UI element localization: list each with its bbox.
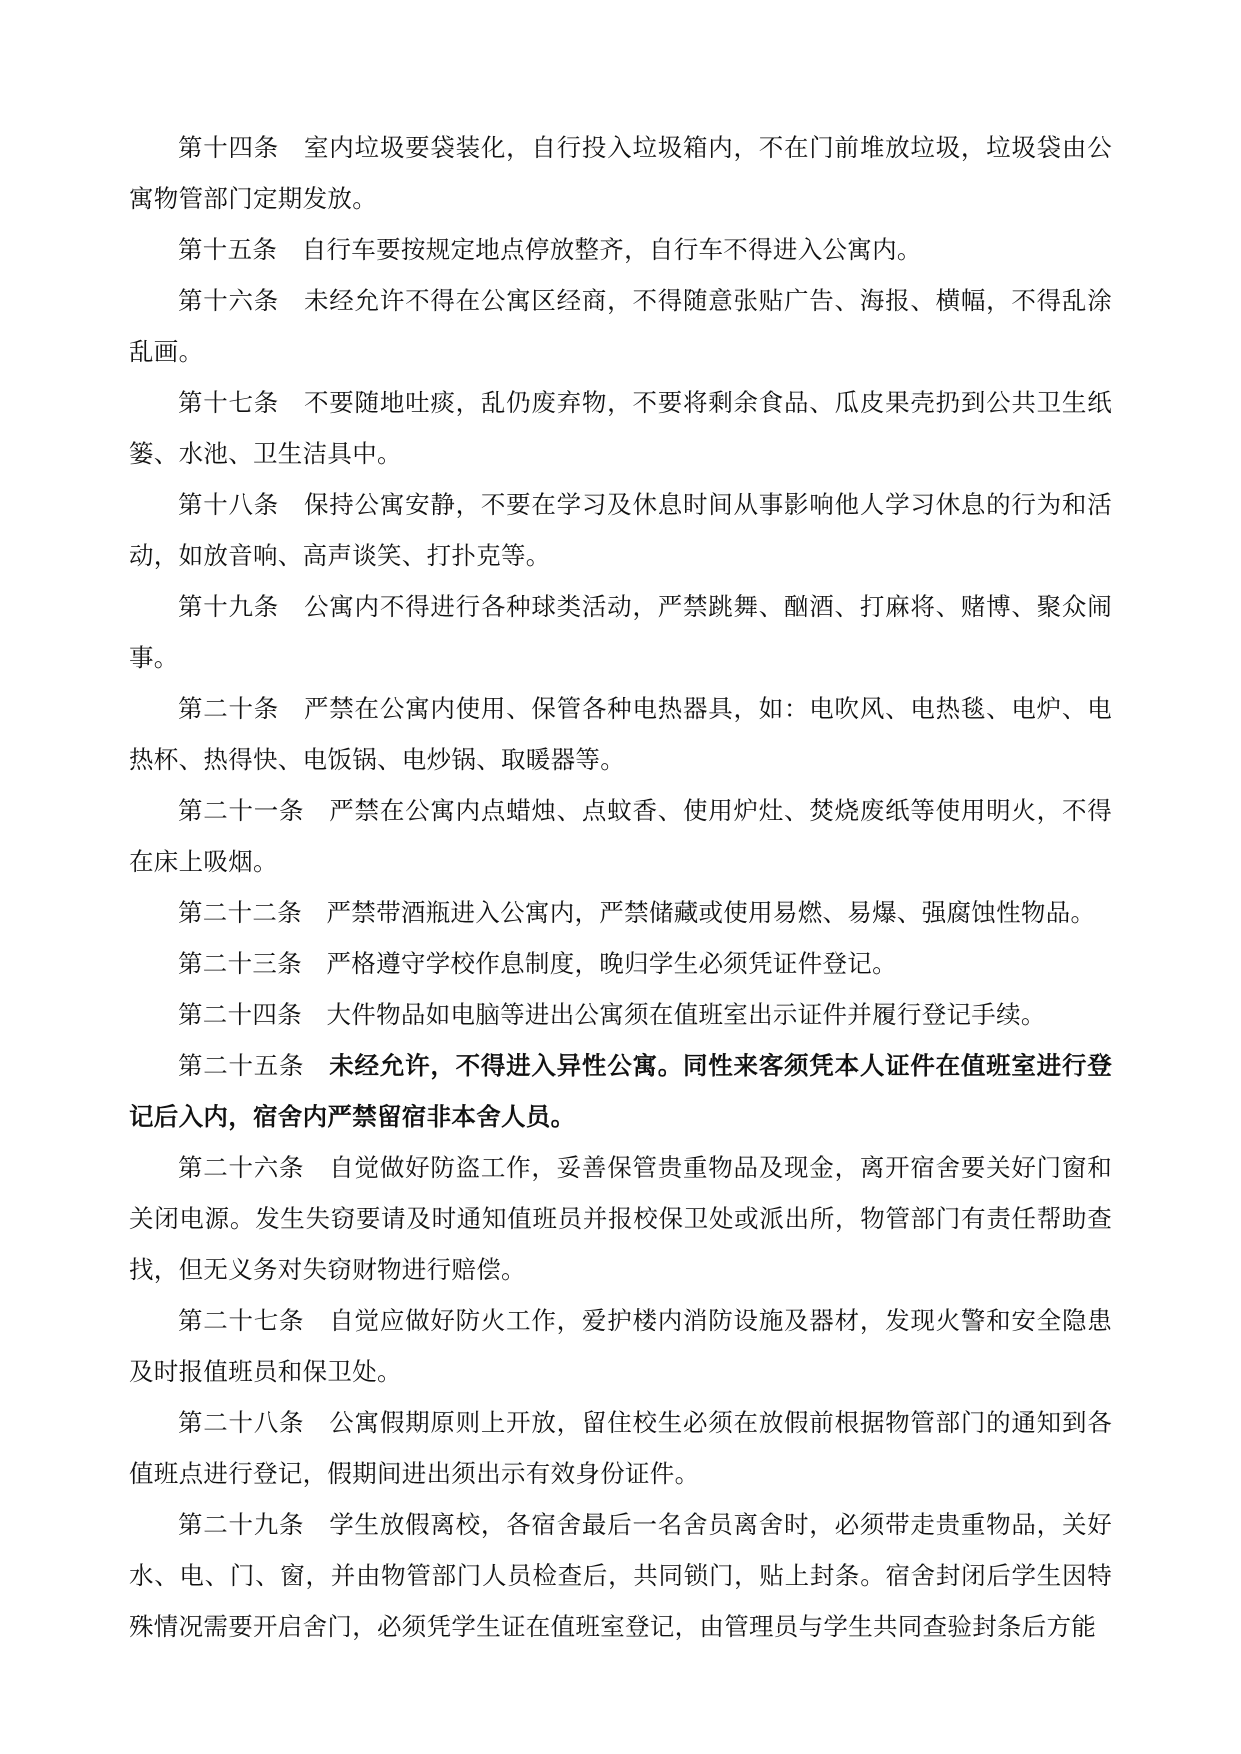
- article-number: 第二十一条: [178, 796, 305, 825]
- article-text: 不要随地吐痰，乱仍废弃物，不要将剩余食品、瓜皮果壳扔到公共卫生纸篓、水池、卫生洁具中。: [129, 388, 1112, 468]
- article-text: 公寓假期原则上开放，留住校生必须在放假前根据物管部门的通知到各值班点进行登记，假期间进出须出示有效身份证件。: [129, 1408, 1113, 1488]
- article-number: 第十九条: [178, 592, 280, 621]
- article-text: 未经允许不得在公寓区经商，不得随意张贴广告、海报、横幅，不得乱涂乱画。: [129, 286, 1112, 366]
- article-23: [129, 938, 1112, 989]
- article-text: 严格遵守学校作息制度，晚归学生必须凭证件登记。: [326, 949, 897, 978]
- article-number: 第二十五条: [178, 1051, 305, 1080]
- article-number: 第二十八条: [178, 1408, 305, 1437]
- article-text: 大件物品如电脑等进出公寓须在值班室出示证件并履行登记手续。: [326, 1000, 1046, 1029]
- article-27: [129, 1295, 1112, 1397]
- article-16: [129, 275, 1112, 377]
- article-number: 第十八条: [178, 490, 280, 519]
- article-24: [129, 989, 1112, 1040]
- article-19: [129, 581, 1112, 683]
- article-18: [129, 479, 1112, 581]
- article-number: 第二十条: [178, 694, 280, 723]
- article-29: [129, 1499, 1112, 1652]
- article-14: [129, 122, 1112, 224]
- article-22: [129, 887, 1112, 938]
- article-text: 保持公寓安静，不要在学习及休息时间从事影响他人学习休息的行为和活动，如放音响、高声谈笑、打扑克等。: [129, 490, 1112, 570]
- article-text: 严禁在公寓内点蜡烛、点蚊香、使用炉灶、焚烧废纸等使用明火，不得在床上吸烟。: [129, 796, 1113, 876]
- article-number: 第二十二条: [178, 898, 302, 927]
- article-text: 公寓内不得进行各种球类活动，严禁跳舞、酗酒、打麻将、赌博、聚众闹事。: [129, 592, 1112, 672]
- article-text-bold: 未经允许，不得进入异性公寓。同性来客须凭本人证件在值班室进行登记后入内，宿舍内严禁留宿非本舍人员。: [129, 1051, 1113, 1131]
- article-number: 第二十九条: [178, 1510, 305, 1539]
- article-number: 第二十七条: [178, 1306, 305, 1335]
- article-number: 第十五条: [178, 235, 278, 264]
- article-number: 第十七条: [178, 388, 280, 417]
- article-28: [129, 1397, 1112, 1499]
- article-text: 自觉应做好防火工作，爱护楼内消防设施及器材，发现火警和安全隐患及时报值班员和保卫处。: [129, 1306, 1113, 1386]
- article-number: 第二十四条: [178, 1000, 302, 1029]
- article-text: 室内垃圾要袋装化，自行投入垃圾箱内，不在门前堆放垃圾，垃圾袋由公寓物管部门定期发放。: [129, 133, 1112, 213]
- article-number: 第二十六条: [178, 1153, 305, 1182]
- article-text: 学生放假离校，各宿舍最后一名舍员离舍时，必须带走贵重物品，关好水、电、门、窗，并由物管部门人员检查后，共同锁门，贴上封条。宿舍封闭后学生因特殊情况需要开启舍门，必须凭学生证在值班室登记，由管理员与学生共同查验封条后方能: [129, 1510, 1113, 1641]
- article-21: [129, 785, 1112, 887]
- article-text: 自觉做好防盗工作，妥善保管贵重物品及现金，离开宿舍要关好门窗和关闭电源。发生失窃要请及时通知值班员并报校保卫处或派出所，物管部门有责任帮助查找，但无义务对失窃财物进行赔偿。: [129, 1153, 1113, 1284]
- article-20: [129, 683, 1112, 785]
- article-26: [129, 1142, 1112, 1295]
- article-text: 严禁带酒瓶进入公寓内，严禁储藏或使用易燃、易爆、强腐蚀性物品。: [326, 898, 1096, 927]
- article-text: 自行车要按规定地点停放整齐，自行车不得进入公寓内。: [301, 235, 922, 264]
- article-17: [129, 377, 1112, 479]
- article-25: [129, 1040, 1112, 1142]
- article-number: 第二十三条: [178, 949, 302, 978]
- article-15: [129, 224, 1112, 275]
- article-number: 第十六条: [178, 286, 280, 315]
- article-text: 严禁在公寓内使用、保管各种电热器具，如：电吹风、电热毯、电炉、电热杯、热得快、电饭锅、电炒锅、取暖器等。: [129, 694, 1112, 774]
- article-number: 第十四条: [178, 133, 280, 162]
- document-page: [129, 122, 1112, 1652]
